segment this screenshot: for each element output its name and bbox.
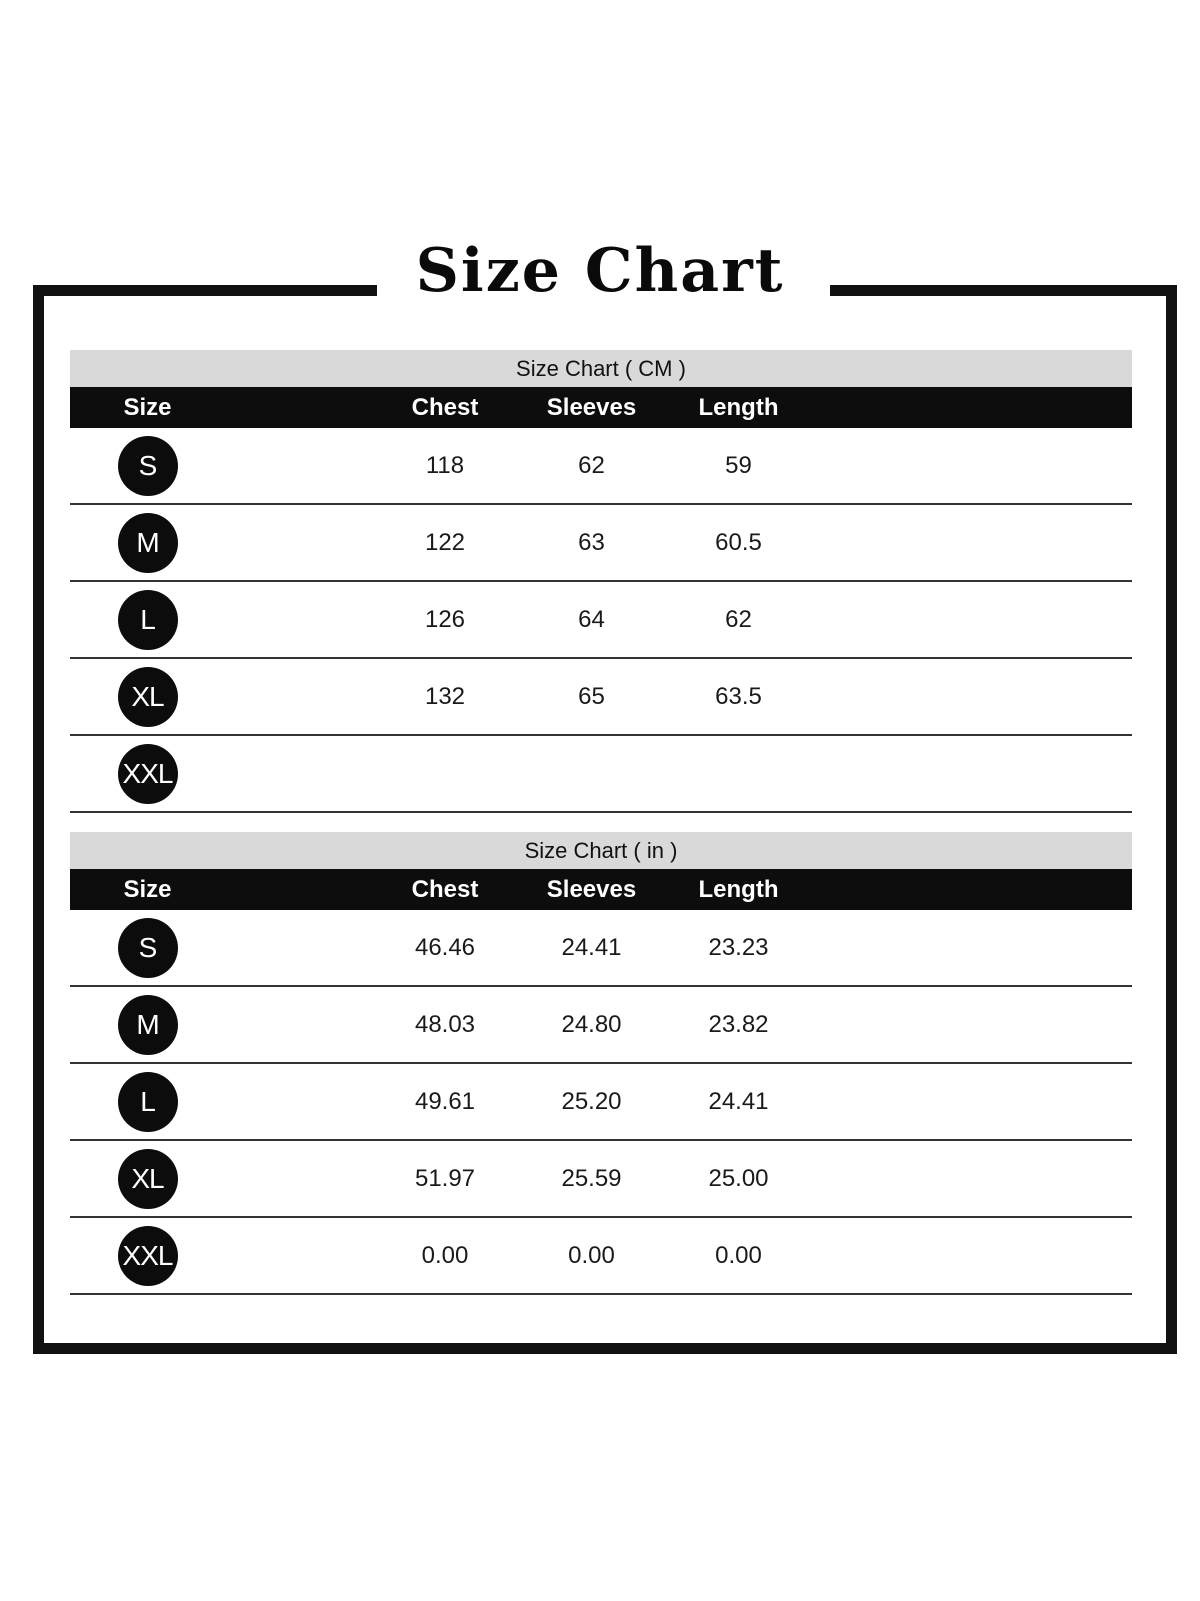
size-badge-label: L bbox=[140, 603, 155, 635]
size-table-cm bbox=[70, 350, 1132, 813]
col-header-length: Length bbox=[698, 393, 779, 421]
cell-length: 59 bbox=[725, 451, 752, 479]
col-header-chest: Chest bbox=[411, 393, 479, 421]
size-badge bbox=[118, 995, 178, 1055]
col-header-size: Size bbox=[123, 393, 172, 421]
table-header-cm bbox=[70, 387, 1132, 428]
cell-length: 23.82 bbox=[708, 1010, 769, 1038]
size-badge-cell bbox=[70, 513, 225, 573]
size-badge bbox=[118, 1149, 178, 1209]
cell-sleeves: 65 bbox=[578, 682, 605, 710]
cell-sleeves: 24.41 bbox=[561, 933, 622, 961]
cell-length: 0.00 bbox=[715, 1241, 762, 1269]
cell-length: 24.41 bbox=[708, 1087, 769, 1115]
cell-length: 25.00 bbox=[708, 1164, 769, 1192]
size-badge-cell bbox=[70, 1072, 225, 1132]
size-badge-cell bbox=[70, 590, 225, 650]
size-badge-label: M bbox=[136, 1008, 159, 1040]
table-title-cm: Size Chart ( CM ) bbox=[70, 350, 1132, 387]
cell-length: 63.5 bbox=[715, 682, 762, 710]
cell-chest: 132 bbox=[424, 682, 466, 710]
cell-sleeves: 25.20 bbox=[561, 1087, 622, 1115]
table-row bbox=[70, 1218, 1132, 1295]
cell-sleeves: 24.80 bbox=[561, 1010, 622, 1038]
size-badge-cell bbox=[70, 436, 225, 496]
size-badge-label: XXL bbox=[122, 1239, 173, 1271]
size-table-in bbox=[70, 832, 1132, 1295]
cell-sleeves: 63 bbox=[578, 528, 605, 556]
cell-sleeves: 0.00 bbox=[568, 1241, 615, 1269]
cell-chest: 0.00 bbox=[421, 1241, 469, 1269]
size-badge-label: XXL bbox=[122, 757, 173, 789]
size-badge-cell bbox=[70, 995, 225, 1055]
size-badge-cell bbox=[70, 1149, 225, 1209]
table-row bbox=[70, 428, 1132, 505]
table-header-in bbox=[70, 869, 1132, 910]
size-badge-label: S bbox=[138, 931, 157, 963]
cell-length: 60.5 bbox=[715, 528, 762, 556]
table-title-in: Size Chart ( in ) bbox=[70, 832, 1132, 869]
size-badge bbox=[118, 1072, 178, 1132]
col-header-sleeves: Sleeves bbox=[546, 875, 637, 903]
size-badge bbox=[118, 918, 178, 978]
table-row bbox=[70, 659, 1132, 736]
col-header-size: Size bbox=[123, 875, 172, 903]
size-badge bbox=[118, 513, 178, 573]
col-header-length: Length bbox=[698, 875, 779, 903]
size-badge-cell bbox=[70, 918, 225, 978]
size-badge-label: XL bbox=[131, 680, 164, 712]
table-body-in bbox=[70, 910, 1132, 1295]
cell-chest: 51.97 bbox=[414, 1164, 476, 1192]
size-badge bbox=[118, 744, 178, 804]
table-row bbox=[70, 1141, 1132, 1218]
cell-chest: 126 bbox=[424, 605, 466, 633]
table-row bbox=[70, 910, 1132, 987]
size-badge-label: M bbox=[136, 526, 159, 558]
col-header-sleeves: Sleeves bbox=[546, 393, 637, 421]
table-row bbox=[70, 987, 1132, 1064]
table-row bbox=[70, 1064, 1132, 1141]
cell-chest: 118 bbox=[425, 451, 465, 479]
size-badge bbox=[118, 1226, 178, 1286]
cell-chest: 122 bbox=[424, 528, 466, 556]
table-body-cm bbox=[70, 428, 1132, 813]
cell-sleeves: 25.59 bbox=[561, 1164, 622, 1192]
size-badge-cell bbox=[70, 744, 225, 804]
size-badge bbox=[118, 667, 178, 727]
page-title: Size Chart bbox=[415, 236, 785, 306]
size-badge-label: S bbox=[138, 449, 157, 481]
cell-sleeves: 62 bbox=[578, 451, 605, 479]
cell-chest: 49.61 bbox=[414, 1087, 476, 1115]
table-row bbox=[70, 582, 1132, 659]
size-badge-cell bbox=[70, 1226, 225, 1286]
cell-chest: 48.03 bbox=[414, 1010, 476, 1038]
cell-length: 62 bbox=[725, 605, 752, 633]
size-badge-cell bbox=[70, 667, 225, 727]
size-badge-label: XL bbox=[131, 1162, 164, 1194]
table-row bbox=[70, 505, 1132, 582]
col-header-chest: Chest bbox=[411, 875, 479, 903]
size-badge bbox=[118, 436, 178, 496]
cell-chest: 46.46 bbox=[414, 933, 476, 961]
size-badge bbox=[118, 590, 178, 650]
cell-length: 23.23 bbox=[708, 933, 769, 961]
cell-sleeves: 64 bbox=[578, 605, 605, 633]
size-badge-label: L bbox=[140, 1085, 155, 1117]
table-row bbox=[70, 736, 1132, 813]
